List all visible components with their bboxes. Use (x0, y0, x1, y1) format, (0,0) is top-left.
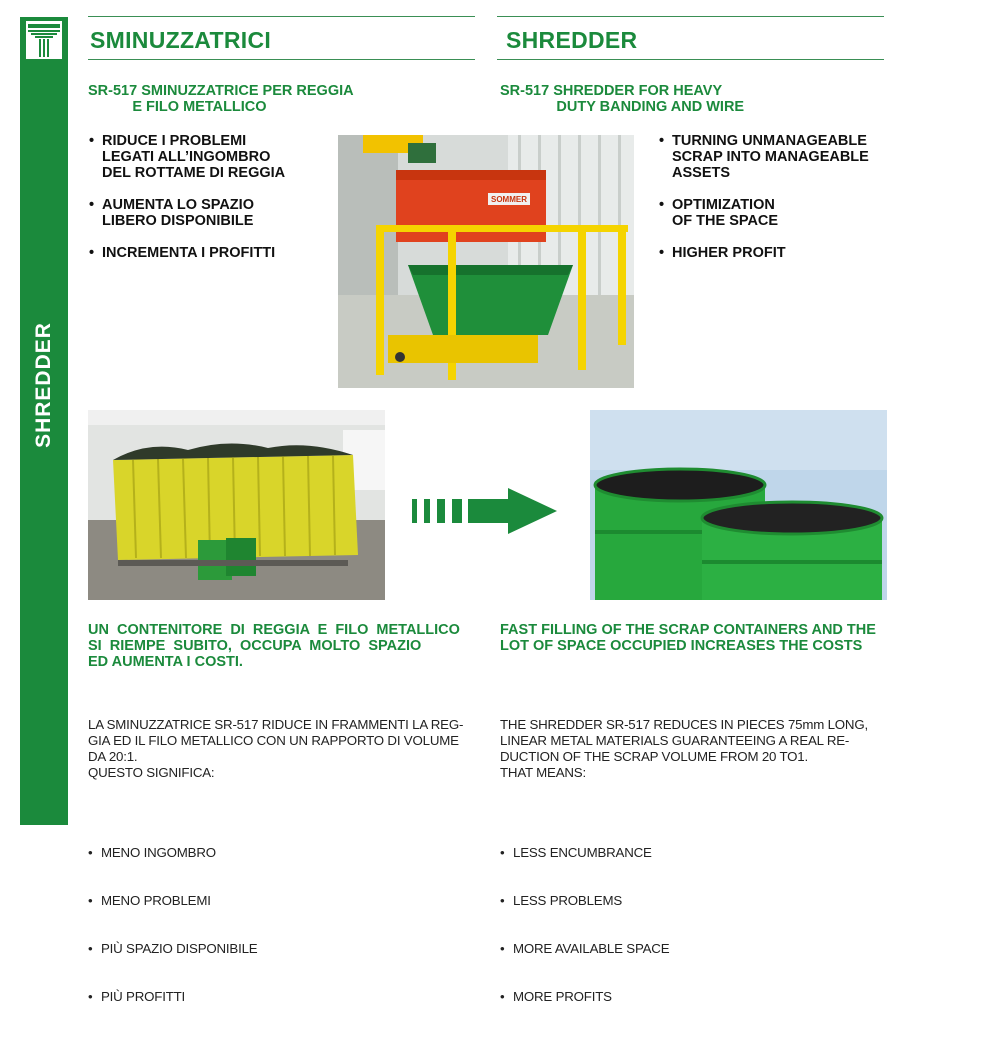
dashed-right-arrow-icon (412, 488, 558, 534)
sidebar-vertical-label: SHREDDER (32, 322, 55, 448)
right-bullet-list (659, 133, 869, 277)
right-bullet-item: • HIGHER PROFIT (659, 245, 869, 261)
left-benefit-item: • PIÙ PROFITTI (88, 989, 463, 1005)
left-subheading: SR-517 SMINUZZATRICE PER REGGIA E FILO METALLICO (88, 83, 354, 115)
rule-mid-left (88, 59, 475, 60)
left-heading: SMINUZZATRICI (90, 27, 272, 53)
left-bullet-item: • AUMENTA LO SPAZIO LIBERO DISPONIBILE (89, 197, 285, 229)
right-body (500, 685, 868, 1053)
rule-top-left (88, 16, 475, 17)
left-bullet-item: • RIDUCE I PROBLEMI LEGATI ALL’INGOMBRO DEL ROTTAME DI REGGIA (89, 133, 285, 181)
right-benefit-item: • MORE AVAILABLE SPACE (500, 941, 868, 957)
rule-mid-right (497, 59, 884, 60)
sidebar-band (20, 17, 68, 825)
left-bullet-list (89, 133, 285, 277)
right-caption-title: FAST FILLING OF THE SCRAP CONTAINERS AND THE LOT OF SPACE OCCUPIED INCREASES THE COSTS (500, 622, 876, 654)
right-heading: SHREDDER (506, 27, 638, 53)
right-benefit-list (500, 813, 868, 1037)
left-bullet-item: • INCREMENTA I PROFITTI (89, 245, 285, 261)
right-bullet-item: • TURNING UNMANAGEABLE SCRAP INTO MANAGEABLE ASSETS (659, 133, 869, 181)
right-bullet-item: • OPTIMIZATION OF THE SPACE (659, 197, 869, 229)
right-benefit-item: • LESS ENCUMBRANCE (500, 845, 868, 861)
right-body-paragraph: THE SHREDDER SR-517 REDUCES IN PIECES 75mm LONG, LINEAR METAL MATERIALS GUARANTEEING A REAL RE- DUCTION OF THE SCRAP VOLUME FROM 20 TO1. THAT MEANS: (500, 717, 868, 780)
right-benefit-item: • MORE PROFITS (500, 989, 868, 1005)
t-pillar-logo-icon (25, 20, 63, 60)
left-body (88, 685, 463, 1053)
machine-brand-plate: SOMMER (491, 195, 527, 204)
yellow-container-photo (88, 410, 385, 600)
left-caption-title: UN CONTENITORE DI REGGIA E FILO METALLICO SI RIEMPE SUBITO, OCCUPA MOLTO SPAZIO ED AUMENTA I COSTI. (88, 622, 460, 670)
rule-top-right (497, 16, 884, 17)
left-benefit-list (88, 813, 463, 1037)
right-subheading: SR-517 SHREDDER FOR HEAVY DUTY BANDING AND WIRE (500, 83, 745, 115)
shredder-machine-photo (338, 135, 634, 388)
left-benefit-item: • PIÙ SPAZIO DISPONIBILE (88, 941, 463, 957)
left-body-paragraph: LA SMINUZZATRICE SR-517 RIDUCE IN FRAMMENTI LA REG- GIA ED IL FILO METALLICO CON UN RAPPORTO DI VOLUME DA 20:1. QUESTO SIGNIFICA: (88, 717, 464, 780)
green-drums-photo (590, 410, 887, 600)
right-benefit-item: • LESS PROBLEMS (500, 893, 868, 909)
left-benefit-item: • MENO INGOMBRO (88, 845, 463, 861)
left-benefit-item: • MENO PROBLEMI (88, 893, 463, 909)
